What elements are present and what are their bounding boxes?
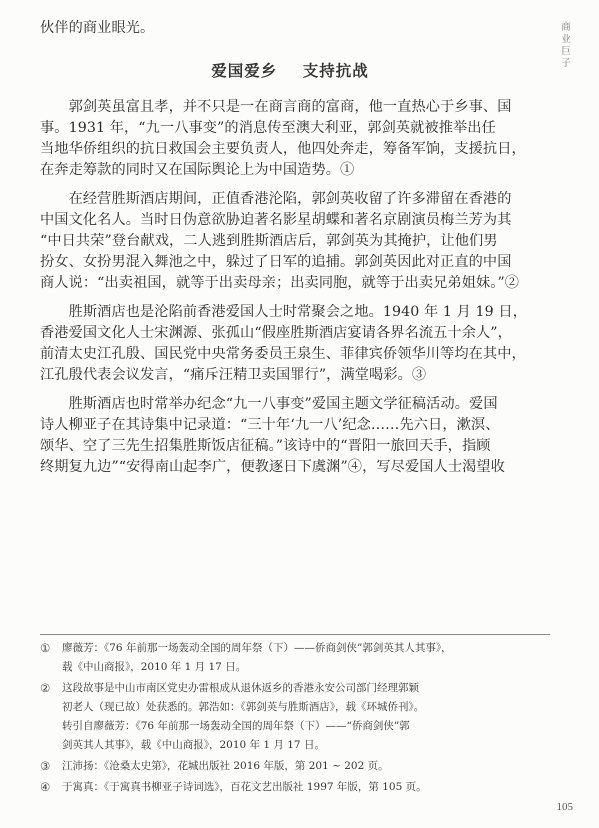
text-line: 中国文化名人。当时日伪意欲胁迫著名影星胡蝶和著名京剧演员梅兰芳为其 <box>40 212 512 228</box>
text-line: 颂华、空了三先生招集胜斯饭店征稿。”该诗中的“晋阳一旅回天手，指顾 <box>40 438 491 454</box>
footnote <box>40 778 550 797</box>
text-line: 香港爱国文化人士宋渊源、张孤山“假座胜斯酒店宴请各界名流五十余人”， <box>40 325 512 341</box>
footnote-text <box>62 679 550 755</box>
text-line: 事。1931 年，“九一八事变”的消息传至澳大利亚，郭剑英就被推举出任 <box>40 120 496 136</box>
footnote-line: 载《中山商报》，2010 年 1 月 17 日。 <box>62 661 247 673</box>
text-line: 扮女、女扮男混入舞池之中，躲过了日军的追捕。郭剑英因此对正直的中国 <box>40 254 512 270</box>
text-line: 当地华侨组织的抗日救国会主要负责人，他四处奔走，筹备军饷，支援抗日， <box>40 141 526 157</box>
text-line: 诗人柳亚子在其诗集中记录道：“三十年‘九一八’纪念……先六日，漱溟、 <box>40 417 500 433</box>
footnote-mark: ① <box>40 641 51 655</box>
footnote-mark: ④ <box>40 780 51 794</box>
paragraph <box>40 189 540 294</box>
footnote-text <box>62 639 550 677</box>
footnote-line: 廖薇芳：《76 年前那一场轰动全国的周年祭（下）——侨商剑侠”郭剑英其人其事》， <box>62 642 452 654</box>
main-text <box>40 18 540 478</box>
paragraphs <box>40 97 540 478</box>
paragraph <box>40 97 540 181</box>
page-number: 105 <box>556 801 573 813</box>
footnote-line: 于寓真：《于寓真书柳亚子诗词选》，百花文艺出版社 1997 年版，第 105 页。 <box>62 781 427 793</box>
footnotes <box>40 634 550 799</box>
footnote-mark: ② <box>40 681 51 695</box>
text-line: 前清太史江孔殷、国民党中央常务委员王泉生、菲律宾侨领华川等均在其中， <box>40 346 526 362</box>
footnote <box>40 639 550 677</box>
running-header-tab: 商业巨子 <box>561 22 571 69</box>
text-line: 终期复九边”“安得南山起李广，便教逐日下虞渊”④，写尽爱国人士渴望收 <box>40 459 505 475</box>
footnote <box>40 757 550 776</box>
text-line: 江孔殷代表会议发言，“痛斥汪精卫卖国罪行”，满堂喝彩。③ <box>40 367 427 383</box>
text-line: 商人说：“出卖祖国，就等于出卖母亲；出卖同胞，就等于出卖兄弟姐妹。”② <box>40 275 520 291</box>
section-title: 爱国爱乡 支持抗战 <box>211 61 369 80</box>
footnote <box>40 679 550 755</box>
text-line: 在奔走筹款的同时又在国际舆论上为中国造势。① <box>40 162 355 178</box>
text-line: 胜斯酒店也是沦陷前香港爱国人士时常聚会之地。1940 年 1 月 19 日， <box>40 304 527 320</box>
text-line: 郭剑英虽富且孝，并不只是一在商言商的富商，他一直热心于乡事、国 <box>40 99 512 115</box>
footnote-line: 初老人（现已故）处获悉的。郭浩如：《郭剑英与胜斯酒店》，载《环城侨刊》。 <box>62 701 425 713</box>
paragraph <box>40 302 540 386</box>
text-line: 胜斯酒店也时常举办纪念“九一八事变”爱国主题文学征稿活动。爱国 <box>40 396 498 412</box>
text-line: “中日共荣”登台献戏，二人逃到胜斯酒店后，郭剑英为其掩护，让他们男 <box>40 233 498 249</box>
footnote-text <box>62 757 550 776</box>
footnote-text <box>62 778 550 797</box>
text-line: 在经营胜斯酒店期间，正值香港沦陷，郭剑英收留了许多滞留在香港的 <box>40 191 512 207</box>
footnote-line: 转引自廖薇芳：《76 年前那一场轰动全国的周年祭（下）——“侨商剑侠”郭 <box>62 720 410 732</box>
footnote-mark: ③ <box>40 759 51 773</box>
footnote-line: 江沛扬：《沧桑太史第》，花城出版社 2016 年版，第 201 ~ 202 页。 <box>62 760 389 772</box>
footnote-line: 剑英其人其事》，载《中山商报》，2010 年 1 月 17 日。 <box>62 739 325 751</box>
paragraph <box>40 394 540 478</box>
opening-line: 伙伴的商业眼光。 <box>40 20 155 36</box>
footnote-line: 这段故事是中山市南区党史办雷根成从退休返乡的香港永安公司部门经理郭颖 <box>62 682 419 694</box>
